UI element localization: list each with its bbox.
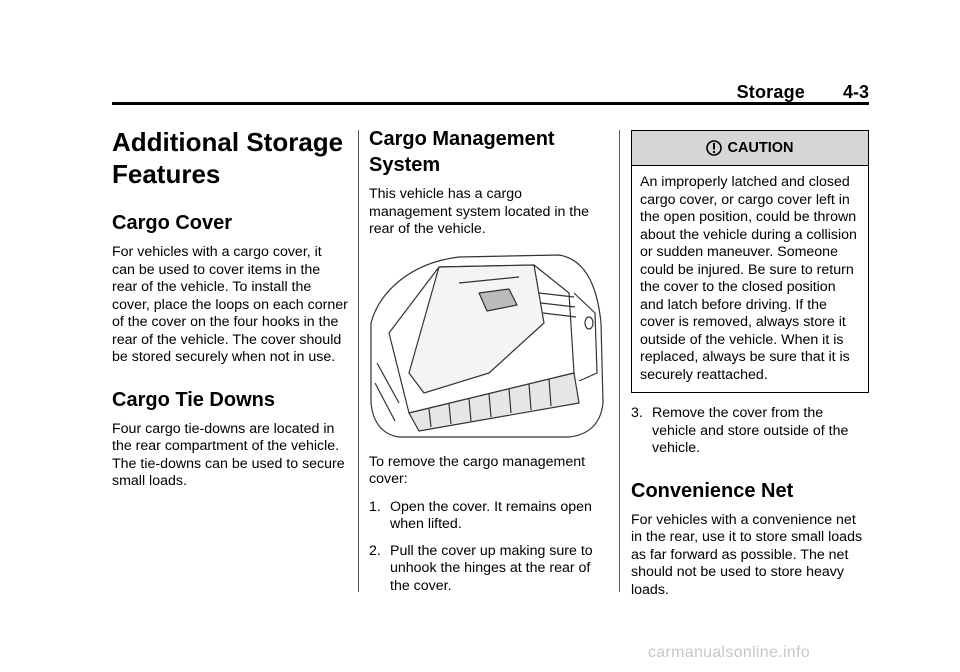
caution-header — [632, 131, 868, 166]
column-2 — [369, 126, 605, 595]
convenience-net-text: For vehicles with a convenience net in the rear, use it to store small loads as far forward as possible. The net should not be used to store heavy loads. — [631, 511, 863, 598]
cargo-management-heading — [369, 126, 605, 178]
section-title-line2: Features — [112, 159, 221, 189]
column-divider-1 — [358, 130, 359, 592]
step-1-number: 1. — [369, 498, 381, 515]
step-1 — [369, 499, 605, 534]
cargo-tie-downs-text: Four cargo tie-downs are located in the rear compartment of the vehicle. The tie-downs can be used to secure small loads. — [112, 420, 345, 489]
column-3 — [631, 130, 869, 599]
step-3 — [631, 405, 869, 458]
cargo-management-title-line1: Cargo Management — [369, 128, 555, 150]
column-divider-2 — [619, 130, 620, 592]
cargo-cover-text: For vehicles with a cargo cover, it can be used to cover items in the rear of the vehicle. To install the cover, place the loops on each corner of the cover on the four hooks in the rear of the vehicle. The cover should be stored securely when not in use. — [112, 244, 348, 365]
cargo-management-intro: This vehicle has a cargo management system located in the rear of the vehicle. — [369, 186, 590, 237]
cargo-cover-heading: Cargo Cover — [112, 212, 233, 234]
header-title: Storage — [736, 82, 805, 102]
caution-icon — [706, 139, 722, 157]
cargo-tie-downs-heading: Cargo Tie Downs — [112, 388, 275, 411]
caution-label: CAUTION — [727, 140, 794, 156]
page-header — [112, 80, 869, 104]
caution-text: An improperly latched and closed cargo cover, or cargo cover left in the open position, could be thrown about the vehicle during a collision or sudden maneuver. Someone could be injured. Be sure to return the cover to the closed position and latch before driving. If the cover is removed, always store it outside of the vehicle. When it is replaced, always be sure that it is securely reattached. — [640, 174, 857, 383]
step-2-text: Pull the cover up making sure to unhook the hinges at the rear of the cover. — [390, 542, 593, 594]
convenience-net-heading: Convenience Net — [631, 479, 794, 502]
cargo-cover-illustration — [369, 253, 605, 439]
step-3-number: 3. — [631, 405, 643, 421]
cargo-management-title-line2: System — [369, 154, 441, 176]
watermark: carmanualsonline.info — [648, 644, 810, 661]
step-2 — [369, 543, 605, 596]
page-number: 4-3 — [842, 82, 869, 102]
remove-cover-intro: To remove the cargo management cover: — [369, 453, 586, 487]
step-3-text: Remove the cover from the vehicle and store outside of the vehicle. — [652, 405, 849, 456]
column-1 — [112, 126, 348, 491]
header-rule — [112, 102, 869, 105]
caution-box — [631, 130, 869, 393]
step-1-text: Open the cover. It remains open when lifted. — [390, 498, 592, 532]
step-2-number: 2. — [369, 542, 381, 559]
section-title-line1: Additional Storage — [112, 127, 344, 157]
section-title — [112, 126, 348, 190]
